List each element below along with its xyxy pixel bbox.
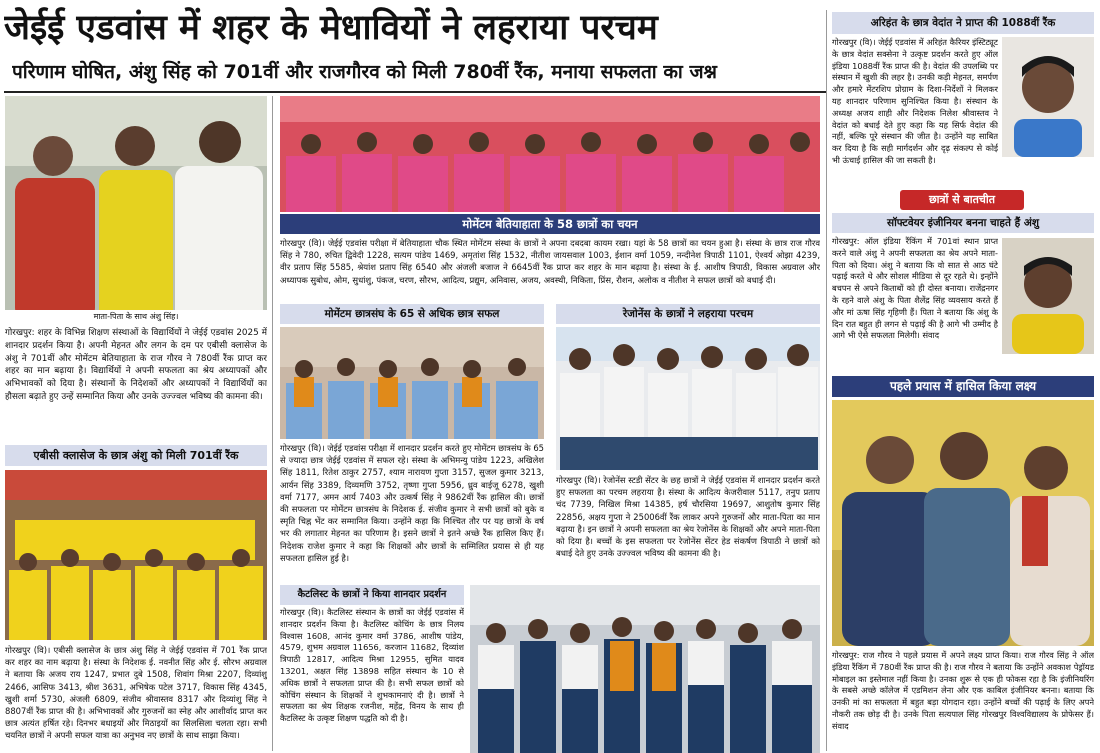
page-headline: जेईई एडवांस में शहर के मेधावियों ने लहराया परचम [4,7,658,48]
anshu-photo [1002,238,1094,354]
vedant-photo [1002,37,1094,157]
page-subheadline: परिणाम घोषित, अंशु सिंह को 701वीं और राजगौरव को मिली 780वीं रैंक, मनाया सफलता का जश्न [12,61,717,83]
momentum-65-heading: मोमेंटम छात्रसंघ के 65 से अधिक छात्र सफल [280,304,544,324]
vedant-text-top [832,37,998,167]
catalyst-heading: कैटलिस्ट के छात्रों ने किया शानदार प्रदर्शन [280,585,464,605]
momentum-beti-text: गोरखपुर (वि)। जेईई एडवांस परीक्षा में बेतियाहाता चौक स्थित मोमेंटम संस्था के छात्रों ने अपना दबदबा कायम रखा। यहां के 58 छात्रों का चयन हुआ है। संस्था के छात्र राज गौरव सिंह ने 780, रुचित द्विवेदी 1228, सत्यम पांडेय 1469, अमृतांश सिंह 1532, नीतीश जायसवाल 1003, ईशान वर्मा 1059, नन्दीनेश त्रिपाठी 1101, ऐश्वर्य ओझा 4239, वीर प्रताप सिंह 5585, श्रेयांश प्रताप सिंह 6540 और अंजली बजाज ने 6645वीं रैंक प्राप्त कर शहर के मान बढ़ाया है। संस्था के ई. आशीष त्रिपाठी, विकास अग्रवाल और अध्यापक सुबोध, ओम, सुधांशु, पंकज, चरण, सौरभ, आदित्य, प्रद्युम, अनिवास, अजय, अवस्थी, निकिता, प्रिंस, रौशन, अलोक व नीतीश ने सफल छात्रों को बधाई दी। [280,238,820,285]
lead-text: गोरखपुर: शहर के विभिन्न शिक्षण संस्थाओं के विद्यार्थियों ने जेईई एडवांस 2025 में शानदार प्रदर्शन किया है। अपनी मेहनत और लगन के दम पर एबीसी क्लासेज के अंशु ने 701वीं और मोमेंटम बेतियाहाता के राज गौरव ने 780वीं रैंक प्राप्त कर शहर का मान बढ़ाया है। विद्यार्थियों ने अपनी सफलता का श्रेय अध्यापकों और अभिभावकों को दिया है। संस्थानों के निदेशकों और अध्यापकों ने विद्यार्थियों का हौसला बढ़ाते हुए उन्हें सम्मानित किया और उनके उज्ज्वल भविष्य की कामना की। [5,328,267,402]
headline-rule [4,91,826,93]
momentum-group-photo [280,96,820,212]
resonance-photo [556,327,820,470]
raj-photo [832,400,1094,646]
column-divider-2 [826,10,827,751]
catalyst-photo [470,585,820,753]
momentum-beti-heading: मोमेंटम बेतियाहाता के 58 छात्रों का चयन [280,214,820,234]
resonance-heading: रेजोनेंस के छात्रों ने लहराया परचम [556,304,820,324]
raj-talk-text: गोरखपुर: राज गौरव ने पहले प्रयास में अपने लक्ष्य प्राप्त किया। राज गौरव सिंह ने ऑल इंडिया रैंकिंग में 780वीं रैंक प्राप्त की है। राज गौरव ने बताया कि उन्होंने अवकाश पेड्रॉयड मोबाइल का इस्तेमाल नहीं किया है। उनका शुरू से एक ही फोकस रहा है कि इंजीनियरिंग के सबसे अच्छे कॉलेज में एडमिशन लेना और एक काबिल इंजीनियर बनना। बताया कि उनकी मां का सफलता में बहुत बड़ा योगदान रहा। उन्होंने बच्चों की पढ़ाई के लिए अपने नौकरी तक छोड़ दी है। उनके पिता सत्यपाल सिंह गोरखपुर विश्वविद्यालय के प्रोफेसर हैं। संवाद [832,650,1094,731]
column-divider-1 [272,96,273,751]
lead-photo [5,96,267,322]
raj-talk-heading: पहले प्रयास में हासिल किया लक्ष्य [832,376,1094,397]
abc-group-photo [5,470,267,640]
catalyst-text: गोरखपुर (वि)। कैटलिस्ट संस्थान के छात्रों का जेईई एडवांस में शानदार प्रदर्शन किया है। कैटलिस्ट कोचिंग के छात्र निलय विश्वास 1608, आनंद कुमार वर्मा 3786, आशीष पांडेय, 4579, शुभम अग्रवाल 11656, करजान 11682, दिव्यांश त्रिपाठी 12817, आदित्य मिश्रा 12955, सुमित यादव 13201, अक्षत सिंह 13898 सहित संस्थान के 10 से अधिक छात्रों ने सफलता प्राप्त की है। सभी सफल छात्रों को कोचिंग संस्थान के शिक्षकों ने शुभकामनाएं दी है। छात्रों ने सफलता का श्रेय शिक्षक रजनीश, महेंद्र, विनय के साथ ही कैटलिस्ट के उत्कृष्ट शिक्षण पद्धति को दी है। [280,607,464,724]
vedant-text: गोरखपुर (वि)। जेईई एडवांस में अरिहंत कैरियर इंस्टिट्यूट के छात्र वेदांत सक्सेना ने उत्कृष्ट प्रदर्शन करते हुए ऑल इंडिया 1088वीं रैंक प्राप्त की है। वेदांत की उपलब्धि पर संस्थान में खुशी की लहर है। उनकी कड़ी मेहनत, समर्पण और हमारे मेंटरशिप प्रोग्राम के दिशा-निर्देशों ने मिलकर यह शानदार परिणाम सुनिश्चित किया है। संस्थान के अध्यक्ष अजय शाही और निदेशक निलेश श्रीवास्तव ने वेदांत को बधाई देते हुए कहा कि यह सिर्फ वेदांत की नहीं, बल्कि पूरे संस्थान की जीत है। उन्होंने यह साबित कर दिया है कि सही मार्गदर्शन और दृढ़ संकल्प से कोई भी ऊंचाई हासिल की जा सकती है। [832,37,998,165]
momentum-65-text: गोरखपुर (वि)। जेईई एडवांस परीक्षा में शानदार प्रदर्शन करते हुए मोमेंटम छात्रसंघ के 65 से ज्यादा छात्र जेईई एडवांस में सफल रहे। संस्था के अभिमन्यु पांडेय 1223, अखिलेश सिंह 1811, रितेश ठाकुर 2757, श्याम नारायण गुप्ता 3157, सुजल कुमार 3213, आर्यन सिंह 3389, दिव्यमणि 3752, तृष्णा गुप्ता 5956, ध्रुव बाईजू 6278, खुशी वर्मा 7177, अमन आर्य 7403 और उत्कर्ष सिंह ने 9862वीं रैंक हासिल की। छात्रों की सफलता पर मोमेंटम छात्रसंघ के निदेशक ई. संजीव कुमार ने सभी छात्रों को बुके व स्मृति चिह्न भेंट कर सम्मानित किया। उन्होंने कहा कि निश्चित तौर पर यह छात्रों के वर्ष भर की लगातार मेहनत का परिणाम है। इसने छात्रों ने इतने अच्छे रैंक हासिल किए हैं। निदेशक राजेश कुमार ने कहा कि शिक्षकों और छात्रों के सम्मिलित प्रयास से ही यह सफलता हासिल हुई है। [280,443,544,563]
anshu-talk-text: गोरखपुर: ऑल इंडिया रैंकिंग में 701वां स्थान प्राप्त करने वाले अंशु ने अपनी सफलता का श्रेय अपने माता-पिता को दिया। अंशु ने बताया कि वो सात से आठ घंटे पढ़ाई करते थे और सोशल मीडिया से दूर रहते थे। इन्होंने बचपन से अपने किताबों को ही दोस्त बनाया। राजेंद्रनगर के रहने वाले अंशु के पिता शैलेंद्र सिंह व्यवसाय करते हैं और मां ऊषा सिंह गृहिणी हैं। पिता ने बताया कि अंशु के दिन रात बहुत ही लगन से पढ़ाई की है आगे भी उम्मीद है आगे भी ऐसे सफलता मिलेगी। संवाद [832,236,998,341]
anshu-talk-heading: सॉफ्टवेयर इंजीनियर बनना चाहते हैं अंशु [832,213,1094,233]
abc-heading: एबीसी क्लासेज के छात्र अंशु को मिली 701वीं रैंक [5,445,267,466]
resonance-text: गोरखपुर (वि)। रेजोनेंस स्टडी सेंटर के छह छात्रों ने जेईई एडवांस में शानदार प्रदर्शन करते हुए सफलता का परचम लहराया है। संस्था के आदित्य केजरीवाल 5117, तनुप प्रताप चंद 7739, निखिल मिश्रा 14385, हर्ष चौरसिया 19697, आशुतोष कुमार सिंह 22856, अक्षय गुप्ता ने 25006वीं रैंक लाकर अपने गुरुजनों और माता-पिता का मान बढ़ाया है। इन छात्रों ने अपनी सफलता का श्रेय रेजोनेंस के शिक्षकों और अपने माता-पिता को दिया है। बच्चों के इस सफलता पर रेजोनेंस सेंटर हेड संकर्षण त्रिपाठी ने छात्रों को बधाई देते हुए उनके उज्ज्वल भविष्य की कामना की है। [556,475,820,559]
talk-badge: छात्रों से बातचीत [900,190,1024,210]
momentum-65-photo [280,327,544,439]
vedant-heading: अरिहंत के छात्र वेदांत ने प्राप्त की 1088वीं रैंक [832,12,1094,34]
lead-photo-caption: माता-पिता के साथ अंशु सिंह। [5,310,267,323]
abc-text: गोरखपुर (वि)। एबीसी क्लासेज के छात्र अंशु सिंह ने जेईई एडवांस में 701 रैंक प्राप्त कर शहर का नाम बढ़ाया है। संस्था के निदेशक ई. नवनीत सिंह और ई. सौरभ अग्रवाल ने बताया कि अजय राय 1247, प्रभात दुबे 1508, शिवांग मिश्रा 2207, दिव्यांशु 2466, आसिफ 3413, श्रीश 3631, अभिषेक पटेल 3717, विकास सिंह 4345, खुशी शर्मा 5730, अंजली 6809, संजीव श्रीवास्तव 8317 और दिव्यांशु सिंह ने 8807वीं रैंक प्राप्त की है। अभिभावकों और गुरुजनों का स्नेह और आशीर्वाद प्राप्त कर छात्र अत्यंत हर्षित रहे। दिनभर बधाइयों और मिठाइयों का सिलसिला चलता रहा। सभी चयनित छात्रों ने अपनी सफल यात्रा का अनुभव नए छात्रों के साथ साझा किया। [5,645,267,741]
